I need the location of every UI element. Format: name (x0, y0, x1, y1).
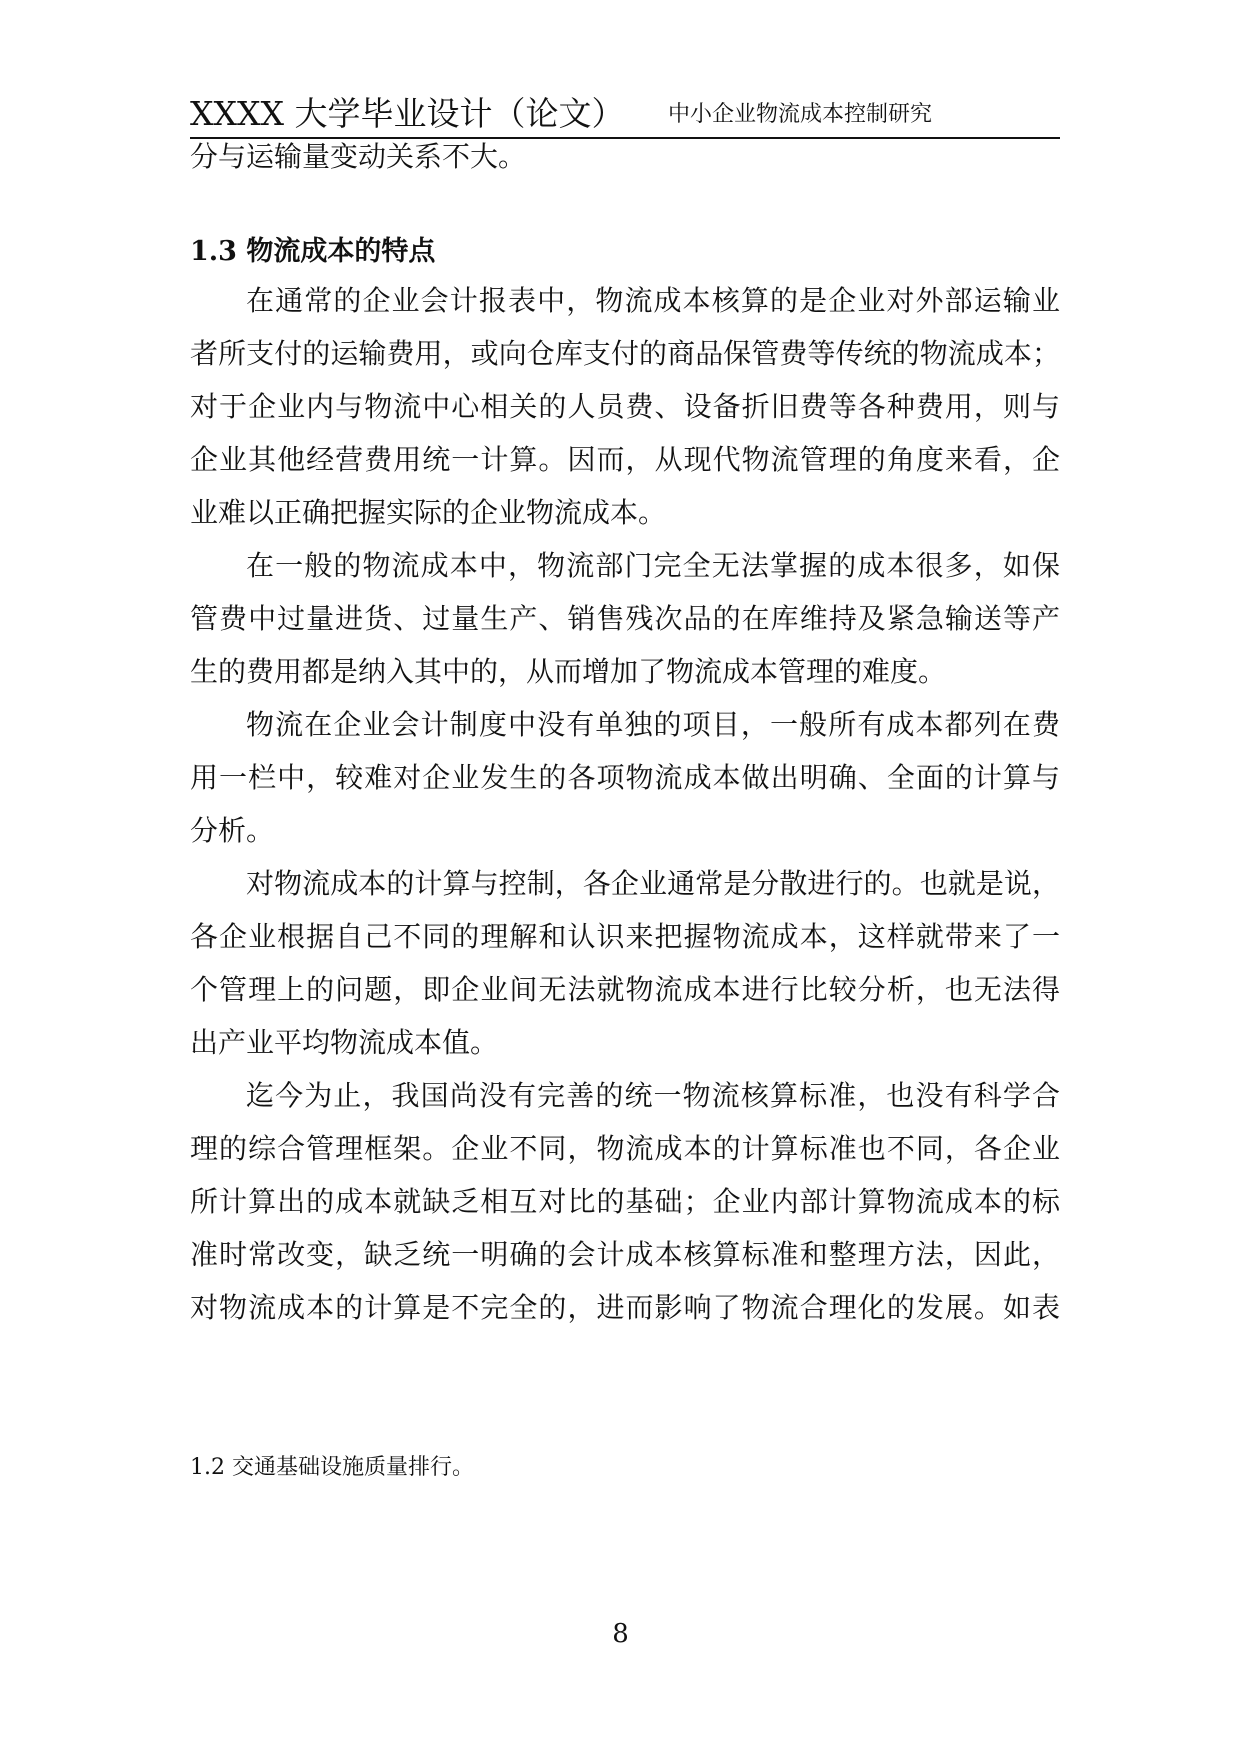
body-line: 对于企业内与物流中心相关的人员费、设备折旧费等各种费用，则与 (190, 390, 1060, 423)
paragraph-first-line: 在通常的企业会计报表中，物流成本核算的是企业对外部运输业 (246, 284, 1060, 317)
table-reference: 1.2 交通基础设施质量排行。 (190, 1455, 474, 1480)
section-heading: 1.3 物流成本的特点 (190, 236, 436, 267)
paragraph-first-line: 迄今为止，我国尚没有完善的统一物流核算标准，也没有科学合 (246, 1079, 1060, 1112)
page-header (190, 92, 1060, 136)
paragraph-first-line: 对物流成本的计算与控制，各企业通常是分散进行的。也就是说， (246, 867, 1060, 900)
body-line: 分与运输量变动关系不大。 (190, 140, 527, 173)
thesis-subject: 中小企业物流成本控制研究 (668, 102, 933, 127)
body-line: 管费中过量进货、过量生产、销售残次品的在库维持及紧急输送等产 (190, 602, 1060, 635)
paragraph-first-line: 物流在企业会计制度中没有单独的项目，一般所有成本都列在费 (246, 708, 1060, 741)
thesis-title: XXXX 大学毕业设计（论文） (190, 94, 625, 133)
body-line: 所计算出的成本就缺乏相互对比的基础；企业内部计算物流成本的标 (190, 1185, 1060, 1218)
body-line: 理的综合管理框架。企业不同，物流成本的计算标准也不同，各企业 (190, 1132, 1060, 1165)
paragraph-first-line: 在一般的物流成本中，物流部门完全无法掌握的成本很多，如保 (246, 549, 1060, 582)
body-line: 分析。 (190, 814, 275, 847)
body-line: 用一栏中，较难对企业发生的各项物流成本做出明确、全面的计算与 (190, 761, 1060, 794)
body-line: 者所支付的运输费用，或向仓库支付的商品保管费等传统的物流成本； (190, 337, 1060, 370)
body-line: 出产业平均物流成本值。 (190, 1026, 499, 1059)
body-line: 各企业根据自己不同的理解和认识来把握物流成本，这样就带来了一 (190, 920, 1060, 953)
body-line: 企业其他经营费用统一计算。因而，从现代物流管理的角度来看，企 (190, 443, 1060, 476)
page-number: 8 (612, 1619, 629, 1649)
body-line: 业难以正确把握实际的企业物流成本。 (190, 496, 667, 529)
body-line: 对物流成本的计算是不完全的，进而影响了物流合理化的发展。如表 (190, 1291, 1060, 1324)
body-line: 个管理上的问题，即企业间无法就物流成本进行比较分析，也无法得 (190, 973, 1060, 1006)
body-line: 准时常改变，缺乏统一明确的会计成本核算标准和整理方法，因此， (190, 1238, 1060, 1271)
body-line: 生的费用都是纳入其中的，从而增加了物流成本管理的难度。 (190, 655, 947, 688)
